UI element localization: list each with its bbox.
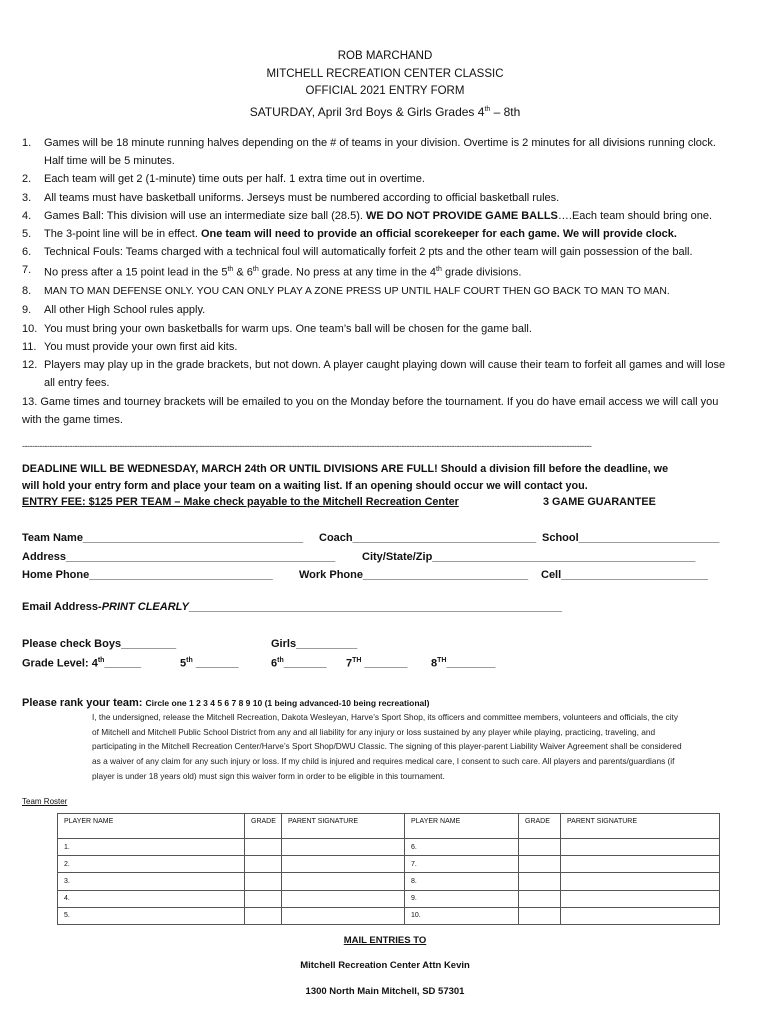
grade-cell[interactable] (245, 839, 282, 856)
grade-line[interactable]: ________ (446, 657, 496, 670)
email-field[interactable] (22, 601, 562, 613)
school-field[interactable]: School_______________________ (542, 532, 720, 544)
rule-item (22, 301, 734, 319)
grade-row (22, 657, 742, 676)
rule-text: All teams must have basketball uniforms. Jerseys must be numbered according to official basketball rules. (44, 191, 560, 204)
player-name-cell[interactable]: 4. (58, 890, 245, 907)
rule-text-bold: One team will need to provide an official scorekeeper for each game. We will provide clock. (200, 228, 677, 241)
rule-item (22, 282, 734, 301)
grade-cell[interactable] (519, 890, 561, 907)
table-row (58, 856, 720, 873)
rule-number: 1. (22, 137, 32, 149)
grade-number: 5 (180, 657, 187, 670)
girls-check-field[interactable]: Girls__________ (271, 638, 358, 650)
grade-line[interactable]: _______ (192, 657, 239, 670)
home-phone-field[interactable]: Home Phone______________________________ (22, 569, 273, 581)
grade-6-field[interactable] (271, 657, 327, 670)
rule-item (22, 225, 734, 243)
rule-number: 5. (22, 228, 32, 241)
email-label: Email Address- (22, 601, 102, 613)
header-date (0, 101, 770, 122)
rule-text: You must provide your own first aid kits. (44, 340, 238, 353)
city-state-zip-field[interactable]: City/State/Zip___________________________________________ (362, 550, 696, 563)
header-grade: GRADE (245, 814, 282, 839)
roster-header-row (58, 814, 720, 839)
deadline-notice (22, 461, 742, 511)
player-name-cell[interactable]: 8. (405, 873, 519, 890)
rule-text: Each team will get 2 (1-minute) time outs per half. 1 extra time out in overtime. (44, 173, 425, 186)
rule-number: 7. (22, 264, 32, 277)
signature-cell[interactable] (561, 839, 720, 856)
player-name-cell[interactable]: 3. (58, 873, 245, 890)
team-name-field[interactable]: Team Name____________________________________ (22, 532, 304, 544)
grade-number: 8 (431, 657, 438, 670)
signature-cell[interactable] (282, 907, 405, 924)
address-field[interactable]: Address____________________________________________ (22, 550, 336, 563)
rule-text: Technical Fouls: Teams charged with a technical foul will automatically forfeit 2 pts and the other team will gain possession of the ball. (44, 246, 693, 259)
grade-sup: TH (437, 656, 447, 664)
rank-label: Please rank your team: (22, 697, 146, 709)
grade-cell[interactable] (519, 856, 561, 873)
mail-recipient: Mitchell Recreation Center Attn Kevin (300, 960, 470, 971)
rule-text: & 6 (233, 267, 253, 280)
email-line[interactable]: _____________________________________________________________ (188, 601, 563, 613)
mail-address: 1300 North Main Mitchell, SD 57301 (305, 986, 465, 997)
header-parent-signature: PARENT SIGNATURE (282, 814, 405, 839)
header-form-title: OFFICIAL 2021 ENTRY FORM (305, 85, 465, 97)
mail-entries-title: MAIL ENTRIES TO (343, 935, 427, 946)
signature-cell[interactable] (282, 856, 405, 873)
rule-sup: th (436, 266, 442, 274)
signature-cell[interactable] (561, 907, 720, 924)
field-row (22, 566, 742, 585)
grade-line[interactable]: _______ (283, 657, 327, 670)
rule-number: 11. (22, 340, 37, 353)
rule-item (22, 243, 734, 261)
rule-text: grade divisions. (441, 267, 522, 280)
table-row (58, 907, 720, 924)
rule-item (22, 207, 734, 225)
email-print-clearly: PRINT CLEARLY (101, 601, 189, 613)
grade-cell[interactable] (245, 907, 282, 924)
grade-number: 6 (271, 657, 278, 670)
rule-item (22, 170, 734, 188)
grade-number: 7 (346, 657, 353, 670)
field-row (22, 529, 742, 548)
rank-options[interactable]: Circle one 1 2 3 4 5 6 7 8 9 10 (1 being advanced-10 being recreational) (145, 698, 430, 708)
dashed-divider: ------------------------------------------------------------------------------------------------------------------------------------------------------------------------------------------------------------------------------------ (22, 441, 592, 451)
rule-number: 3. (22, 191, 32, 204)
rule-text: ….Each team should bring one. (557, 209, 712, 222)
grade-sup: th (186, 656, 193, 664)
rule-item (22, 356, 734, 392)
grade-4-field[interactable] (22, 657, 141, 670)
signature-cell[interactable] (561, 890, 720, 907)
division-check (22, 638, 742, 675)
team-roster-table (57, 813, 720, 925)
table-row (58, 890, 720, 907)
player-name-cell[interactable]: 6. (405, 839, 519, 856)
grade-line[interactable]: ______ (104, 657, 142, 670)
grade-sup: th (97, 656, 105, 664)
team-roster-label: Team Roster (22, 797, 68, 806)
cell-field[interactable]: Cell________________________ (541, 569, 708, 581)
signature-cell[interactable] (561, 856, 720, 873)
rule-sup: th (252, 266, 259, 274)
rule-text: MAN TO MAN DEFENSE ONLY. YOU CAN ONLY PLAY A ZONE PRESS UP UNTIL HALF COURT THEN GO BACK TO MAN TO MAN. (44, 286, 670, 298)
rule-number: 8. (22, 285, 32, 298)
grade-sup: TH (352, 656, 362, 664)
player-name-cell[interactable]: 1. (58, 839, 245, 856)
rule-text: Games will be 18 minute running halves depending on the # of teams in your division. Overtime is 2 minutes for all divisions running clock. Half time will be 5 minutes. (44, 137, 716, 168)
liability-waiver: I, the undersigned, release the Mitchell Recreation, Dakota Wesleyan, Harve’s Sport Shop, its officers and committee members, volunteers and officials, the city of Mitchell and Mitchell Public School District from any and all liability for any injury or loss sustained by any player while playing, practicing, traveling, and participating in the Mitchell Recreation Center/Harve’s Sport Shop/DWU Classic. The signing of this player-parent Liability Waiver Agreement shall be considered as a waiver of any claim for any such injury or loss. If my child is injured and requires medical care, I consent to such care. All players and parents/guardians (if player is under 18 years old) must sign this waiver form in order to be eligible in this tournament. (92, 712, 682, 781)
player-name-cell[interactable]: 10. (405, 907, 519, 924)
header-event: MITCHELL RECREATION CENTER CLASSIC (266, 67, 504, 80)
header-player-name: PLAYER NAME (405, 814, 519, 839)
grade-cell[interactable] (519, 907, 561, 924)
team-info-fields (22, 529, 742, 585)
deadline-line: DEADLINE WILL BE WEDNESDAY, MARCH 24th OR UNTIL DIVISIONS ARE FULL! Should a division fill before the deadline, we (22, 463, 669, 475)
table-row (58, 839, 720, 856)
rule-number: 12. (22, 359, 38, 372)
header-date-grades: – 8th (490, 104, 521, 119)
rule-number: 9. (22, 304, 32, 317)
rule-number: 2. (22, 173, 32, 186)
gender-row (22, 638, 742, 657)
table-row (58, 873, 720, 890)
work-phone-field[interactable]: Work Phone___________________________ (299, 569, 529, 581)
rule-text: All other High School rules apply. (44, 304, 206, 317)
rules-list (22, 134, 734, 429)
header-grade: GRADE (519, 814, 561, 839)
rule-item (22, 189, 734, 207)
field-row (22, 548, 742, 567)
grade-cell[interactable] (245, 856, 282, 873)
grade-line[interactable]: _______ (361, 657, 408, 670)
rule-text-bold: WE DO NOT PROVIDE GAME BALLS (366, 209, 558, 222)
header-date-sup: th (484, 105, 491, 113)
form-header (0, 48, 770, 121)
boys-check-field[interactable]: Please check Boys_________ (22, 638, 177, 650)
entry-fee: ENTRY FEE: $125 PER TEAM – Make check payable to the Mitchell Recreation Center (22, 496, 459, 508)
grade-cell[interactable] (519, 873, 561, 890)
rule-text: 13. Game times and tourney brackets will be emailed to you on the Monday before the tournament. If you do have email access we will call you with the game times. (22, 395, 719, 426)
deadline-line: will hold your entry form and place your team on a waiting list. If an opening should occur we will contact you. (22, 479, 588, 492)
rule-number: 10. (22, 322, 38, 335)
rule-sup: th (227, 266, 234, 274)
player-name-cell[interactable]: 2. (58, 856, 245, 873)
player-name-cell[interactable]: 7. (405, 856, 519, 873)
signature-cell[interactable] (282, 839, 405, 856)
rule-item (22, 338, 734, 356)
rule-item (22, 393, 734, 429)
grade-5-field[interactable] (180, 657, 239, 670)
rule-item (22, 261, 734, 282)
grade-cell[interactable] (519, 839, 561, 856)
header-name: ROB MARCHAND (337, 50, 433, 62)
rule-item (22, 134, 734, 170)
rule-text: grade. No press at any time in the 4 (258, 267, 437, 280)
grade-sup: th (277, 656, 284, 664)
header-date-text: SATURDAY, April 3rd Boys & Girls Grades 4 (249, 104, 485, 119)
header-parent-signature: PARENT SIGNATURE (561, 814, 720, 839)
game-guarantee: 3 GAME GUARANTEE (543, 496, 656, 508)
grade-7-field[interactable] (346, 657, 407, 670)
rule-item (22, 320, 734, 338)
grade-cell[interactable] (245, 873, 282, 890)
player-name-cell[interactable]: 5. (58, 907, 245, 924)
header-player-name: PLAYER NAME (58, 814, 245, 839)
signature-cell[interactable] (561, 873, 720, 890)
rule-text: Players may play up in the grade brackets, but not down. A player caught playing down will cause their team to forfeit all games and will lose all entry fees. (44, 359, 726, 390)
rule-text: You must bring your own basketballs for warm ups. One team’s ball will be chosen for the game ball. (44, 322, 532, 335)
rule-text: No press after a 15 point lead in the 5 (44, 267, 228, 280)
coach-field[interactable]: Coach______________________________ (319, 532, 537, 544)
rule-number: 4. (22, 209, 32, 222)
signature-cell[interactable] (282, 873, 405, 890)
grade-cell[interactable] (245, 890, 282, 907)
signature-cell[interactable] (282, 890, 405, 907)
rule-text: The 3-point line will be in effect. (44, 228, 201, 241)
grade-8-field[interactable] (431, 657, 495, 670)
player-name-cell[interactable]: 9. (405, 890, 519, 907)
grade-level-label: Grade Level: 4 (22, 657, 98, 670)
rule-text: Games Ball: This division will use an intermediate size ball (28.5). (44, 209, 366, 222)
rule-number: 6. (22, 246, 32, 259)
team-rank (22, 693, 429, 711)
